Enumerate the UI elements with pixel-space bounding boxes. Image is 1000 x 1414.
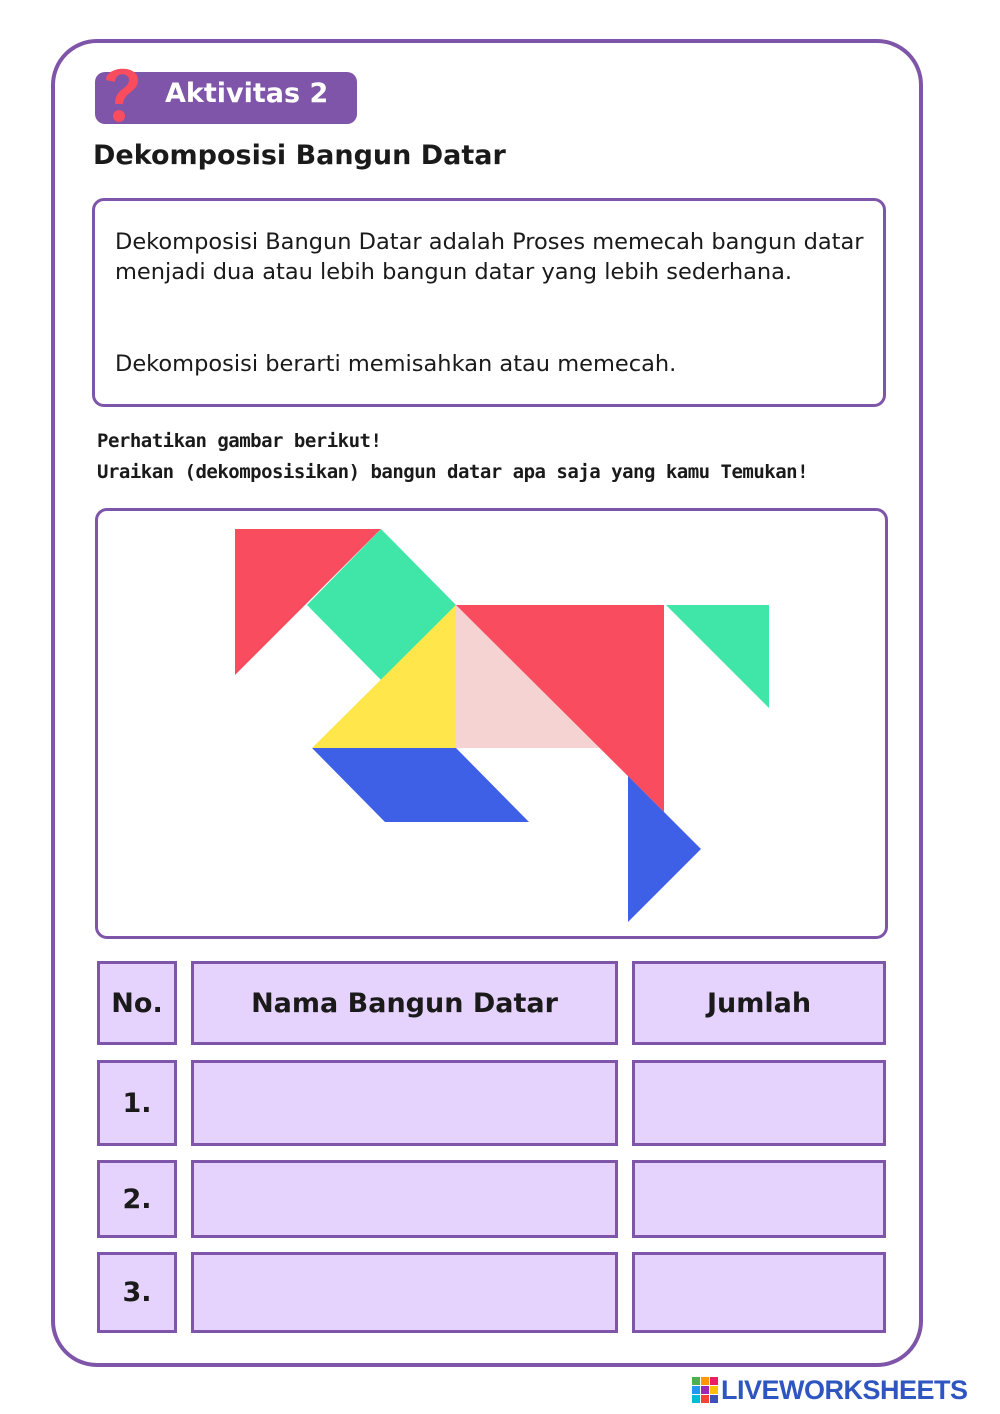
liveworksheets-logo-text: LIVEWORKSHEETS — [721, 1374, 968, 1405]
liveworksheets-mark-icon — [692, 1377, 718, 1403]
table-row-3-no: 3. — [97, 1252, 177, 1333]
definition-note: Dekomposisi berarti memisahkan atau memecah. — [115, 351, 677, 377]
instruction-line-2: Uraikan (dekomposisikan) bangun datar apa saja yang kamu Temukan! — [97, 461, 809, 483]
table-row-3-name-field[interactable] — [191, 1252, 618, 1333]
table-row-2-count-field[interactable] — [632, 1160, 886, 1238]
activity-badge-label: Aktivitas 2 — [165, 78, 329, 109]
table-header-count: Jumlah — [632, 961, 886, 1045]
table-header-no: No. — [97, 961, 177, 1045]
blue-triangle — [628, 776, 701, 922]
table-row-1-count-field[interactable] — [632, 1060, 886, 1146]
blue-parallelogram — [312, 748, 529, 822]
green-triangle — [666, 605, 769, 708]
definition-text: Dekomposisi Bangun Datar adalah Proses memecah bangun datar menjadi dua atau lebih bangun datar yang lebih sederhana. — [115, 229, 864, 285]
table-header-name: Nama Bangun Datar — [191, 961, 618, 1045]
page-title: Dekomposisi Bangun Datar — [93, 140, 506, 171]
table-row-2-no: 2. — [97, 1160, 177, 1238]
table-row-3-count-field[interactable] — [632, 1252, 886, 1333]
table-row-1-name-field[interactable] — [191, 1060, 618, 1146]
table-row-1-no: 1. — [97, 1060, 177, 1146]
liveworksheets-logo — [692, 1375, 968, 1405]
instruction-line-1: Perhatikan gambar berikut! — [97, 430, 382, 452]
table-row-2-name-field[interactable] — [191, 1160, 618, 1238]
